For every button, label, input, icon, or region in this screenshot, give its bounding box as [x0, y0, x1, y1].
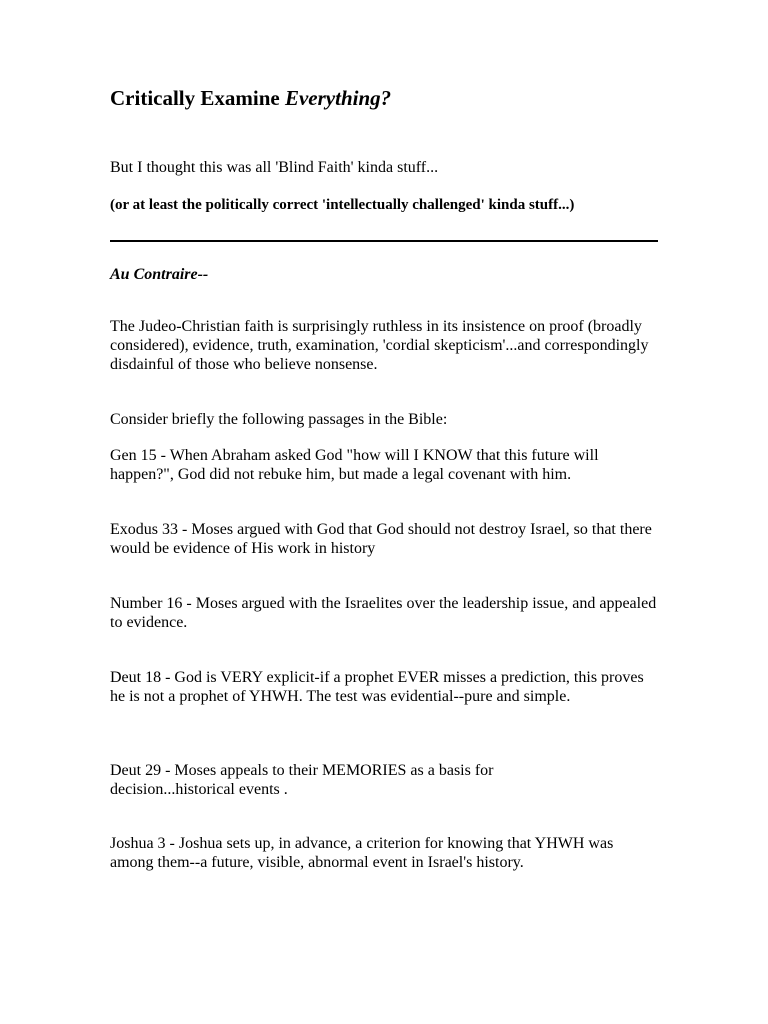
- passage-number-16: Number 16 - Moses argued with the Israelites over the leadership issue, and appealed to evidence.: [110, 595, 657, 631]
- horizontal-rule: [110, 240, 658, 242]
- paragraph-consider: Consider briefly the following passages in the Bible:: [110, 411, 448, 428]
- passage-joshua-3: Joshua 3 - Joshua sets up, in advance, a criterion for knowing that YHWH was among them--a future, visible, abnormal event in Israel's history.: [110, 835, 614, 871]
- title-emphasis: Everything?: [284, 86, 392, 110]
- title-main: Critically Examine: [110, 86, 285, 110]
- section-heading: Au Contraire--: [110, 266, 209, 283]
- intro-line: But I thought this was all 'Blind Faith' kinda stuff...: [110, 159, 439, 176]
- passage-deut-18: Deut 18 - God is VERY explicit-if a prophet EVER misses a prediction, this proves he is not a prophet of YHWH. The test was evidential--pure and simple.: [110, 669, 644, 705]
- intro-subline: (or at least the politically correct 'intellectually challenged' kinda stuff...): [110, 197, 575, 213]
- passage-gen-15: Gen 15 - When Abraham asked God "how will I KNOW that this future will happen?", God did not rebuke him, but made a legal covenant with him.: [110, 447, 599, 483]
- passage-exodus-33: Exodus 33 - Moses argued with God that God should not destroy Israel, so that there would be evidence of His work in history: [110, 521, 652, 557]
- passage-deut-29: Deut 29 - Moses appeals to their MEMORIES as a basis for decision...historical events .: [110, 762, 494, 798]
- page-title: [110, 86, 391, 111]
- paragraph-intro: The Judeo-Christian faith is surprisingly ruthless in its insistence on proof (broadly considered), evidence, truth, examination, 'cordial skepticism'...and correspondingly disdainful of those who believe nonsense.: [110, 318, 649, 373]
